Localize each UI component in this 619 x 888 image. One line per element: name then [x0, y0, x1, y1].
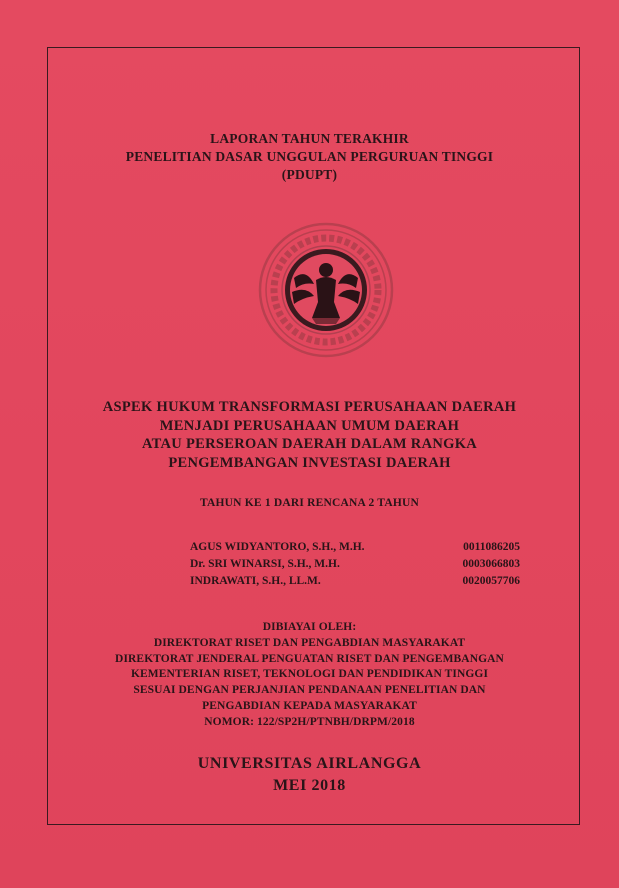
institution-name: UNIVERSITAS AIRLANGGA	[197, 755, 422, 772]
title-line: ASPEK HUKUM TRANSFORMASI PERUSAHAAN DAERAH	[102, 399, 517, 415]
funding-line: SESUAI DENGAN PERJANJIAN PENDANAAN PENELITIAN DAN	[133, 684, 486, 697]
researcher-name: AGUS WIDYANTORO, S.H., M.H.	[190, 541, 365, 553]
funding-line: DIBIAYAI OLEH:	[262, 621, 357, 633]
research-title	[0, 398, 619, 472]
title-line: ATAU PERSEROAN DAERAH DALAM RANGKA	[141, 436, 478, 452]
researcher-name: Dr. SRI WINARSI, S.H., M.H.	[190, 558, 340, 570]
researcher-row	[190, 575, 520, 592]
heading-line: (PDUPT)	[281, 167, 338, 182]
funding-info	[0, 620, 619, 731]
researcher-row	[190, 558, 520, 575]
researcher-name: INDRAWATI, S.H., LL.M.	[190, 575, 321, 587]
heading-line: PENELITIAN DASAR UNGGULAN PERGURUAN TINGGI	[125, 149, 494, 164]
report-type-heading	[0, 130, 619, 184]
heading-line: LAPORAN TAHUN TERAKHIR	[210, 131, 409, 146]
funding-line: DIREKTORAT JENDERAL PENGUATAN RISET DAN PENGEMBANGAN	[115, 652, 504, 665]
researcher-id: 0020057706	[462, 575, 520, 587]
funding-line: DIREKTORAT RISET DAN PENGABDIAN MASYARAKAT	[153, 636, 466, 649]
researcher-row	[190, 541, 520, 558]
institution-block	[0, 753, 619, 797]
publication-date: MEI 2018	[273, 777, 346, 794]
funding-line: KEMENTERIAN RISET, TEKNOLOGI DAN PENDIDIKAN TINGGI	[130, 668, 489, 681]
researcher-list	[190, 541, 520, 592]
airlangga-emblem-icon	[256, 218, 396, 363]
researcher-id: 0011086205	[463, 541, 520, 553]
funding-line: NOMOR: 122/SP2H/PTNBH/DRPM/2018	[204, 715, 415, 728]
title-line: MENJADI PERUSAHAAN UMUM DAERAH	[159, 417, 460, 434]
researcher-id: 0003066803	[462, 558, 520, 570]
funding-line: PENGABDIAN KEPADA MASYARAKAT	[202, 699, 417, 712]
year-info: TAHUN KE 1 DARI RENCANA 2 TAHUN	[200, 497, 419, 509]
title-line: PENGEMBANGAN INVESTASI DAERAH	[168, 454, 451, 471]
